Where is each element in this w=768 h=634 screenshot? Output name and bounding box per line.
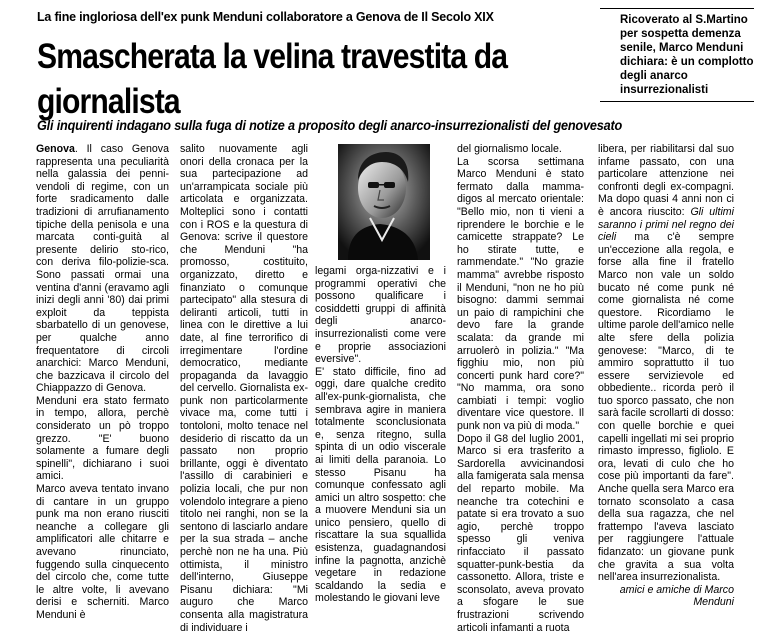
paragraph: La scorsa settimana Marco Menduni è stato fermato dalla mamma-digos al mercato orientale: "Bello mio, non ti vieni a riprendere le borchie e le camicette strappate? Le ho stirate tutte, e rammendate." "No grazie mamma" avrebbe risposto il Menduni, "non ne ho più bisogno: dammi semmai un paio di rampichini che devo fare la grande scalata: da grande mi arruolerò in polizia." "Ma figghiu mio, non più concerti punk hard core?" "No mamma, ora sono cambiati i tempi: voglio diventare vice questore. Il punk non va più di moda.": [457, 155, 584, 433]
kicker: La fine ingloriosa dell'ex punk Menduni collaboratore a Genova de Il Secolo XIX: [37, 10, 494, 24]
paragraph-text: ma c'è sempre un'eccezione alla regola, e forse alla fine il fratello Marco non vale un soldo bucato né come punk né come giornalista né come questore. Ricordiamo le ultime parole dell'amico nelle alte sfere della polizia genovese: "Marco, di te ammiro soprattutto il tuo essere servizievole ed obbediente.. ricorda però il tuo sporco passato, che non sarà facile scrollarti di dosso: con quelle borchie e quei capelli ingellati mi sei proprio rimasto impresso, figliolo. E ora, levati di culo che ho cose più importanti da fare". Anche quella sera Marco era tornato sconsolato a casa della sua ragazza, che nel frattempo l'aveva lasciato per raggiungere l'attuale fidanzato: un giovane punk che gravita a sua volta nell'area insurrezionalista.: [598, 231, 735, 584]
paragraph-text: . Il caso Genova rappresenta una peculiarità nella galassia dei penni-vendoli di regime, con un forte sradicamento dalle tradizioni di arrufianamento tipiche della penisola e una marcata conti-guità al presente delirio sto-rico, con deriva filo-polizie-sca. Sono passati ormai una ventina d'anni (eravamo agli inizi degli anni '80) dai primi exploit da teppista sbarbatello di un genovese, per qualche anno frequentatore di circoli anarchici: Marco Menduni, che bazzicava il circolo del Chiappazzo di Genova.: [36, 143, 169, 395]
portrait-photo-icon: [318, 144, 444, 260]
signature-line: amici e amiche di Marco: [619, 583, 734, 596]
paragraph: [598, 143, 734, 584]
paragraph: [36, 143, 169, 395]
article-column-2: [180, 143, 308, 634]
signature: [598, 584, 734, 609]
sidebar-box: [600, 8, 754, 102]
paragraph: Menduni era stato fermato in tempo, allora, perchè considerato un pò troppo grezzo. "E' buono solamente a fumare degli spinelli", dichiarano i suoi amici.: [36, 394, 169, 483]
article-column-4: [457, 143, 584, 634]
sidebar-text: Ricoverato al S.Martino per sospetta demenza senile, Marco Menduni dichiara: è un complotto degli anarco insurrezionalisti: [620, 14, 754, 96]
quote: Gli ultimi saranno i primi nel regno dei cieli: [598, 205, 734, 244]
signature-line: Menduni: [693, 596, 734, 609]
article-column-1: [36, 143, 169, 622]
headline: Smascherata la velina travestita da giornalista: [37, 37, 508, 121]
paragraph-text: libera, per riabilitarsi dal suo infame passato, con una particolare attenzione nei confronti degli ex-compagni. Ma dopo quasi 4 anni non ci è ancora riuscito:: [598, 143, 734, 218]
article-column-3: [315, 265, 446, 605]
lead-word: Genova: [36, 143, 75, 155]
article-column-5: [598, 143, 734, 609]
subheadline: Gli inquirenti indagano sulla fuga di notize a proposito degli anarco-insurrezionalisti del genovesato: [37, 118, 623, 133]
paragraph: Dopo il G8 del luglio 2001, Marco si era trasferito a Sardorella avvicinandosi alla famigerata sala mensa del reparto mobile. Ma neanche tra cotechini e patate si era trovato a suo agio, perchè troppo spesso gli veniva rinfacciato il passato squatter-punk-bestia da cassonetto. Allora, triste e sconsolato, aveva provato a sfogare le sue frustrazioni scrivendo articoli infamanti a ruota: [457, 432, 584, 634]
paragraph: del giornalismo locale.: [457, 143, 562, 155]
paragraph: salito nuovamente agli onori della cronaca per la sua partecipazione ad un'arrampicata sociale più articolata e organizzata. Molteplici sono i contatti con i ROS e la questura di Genova: scrive il questore che Menduni "ha promosso, costituito, organizzato, diretto e finanziato o comunque partecipato" alla stesura di deliranti articoli, tutti in linea con le direttive a lui date, al fine terrorifico di irregimentare l'ordine democratico, mediante propaganda da lavaggio del cervello. Giornalista ex-punk non particolarmente vivace ma, come tutti i tontoloni, molto tenace nel desiderio di riscatto da un passato non proprio brillante, oggi è diventato l'assillo di carabinieri e polizia locali, che pur non volendolo integrare a pieno titolo nei ranghi, non se la sentono di lasciarlo andare per la sua strada – anche perchè non ne ha una. Più ottimista, il ministro dell'interno, Giuseppe Pisanu dichiara: "Mi auguro che Marco consenta alla magistratura di individuare i: [180, 143, 308, 634]
paragraph: E' stato difficile, fino ad oggi, dare qualche credito all'ex-punk-giornalista, che sembrava agire in maniera totalmente sconclusionata e, senza ritegno, sulla spinta di un odio viscerale ai limiti della paranoia. Lo stesso Pisanu ha comunque confessato agli amici un altro sospetto: che a muovere Menduni sia un unico pensiero, quello di riscattare la sua squallida esistenza, guadagnandosi infine la pagnotta, anzichè vegetare in redazione scaldando la sedia e molestando le giovani leve: [315, 365, 446, 605]
paragraph: legami orga-nizzativi e i programmi operativi che possono qualificare i cosiddetti gruppi di affinità degli anarco-insurrezionalisti come vere e proprie associazioni eversive".: [315, 265, 446, 366]
paragraph: Marco aveva tentato invano di cantare in un gruppo punk ma non erano riusciti neanche a collegare gli amplificatori alle chitarre e avevano rinunciato, fuggendo sulla cinquecento del circolo che, come tutte le altre volte, li avevano derisi e scherniti. Marco Menduni è: [36, 483, 169, 621]
portrait-photo: [318, 144, 444, 260]
